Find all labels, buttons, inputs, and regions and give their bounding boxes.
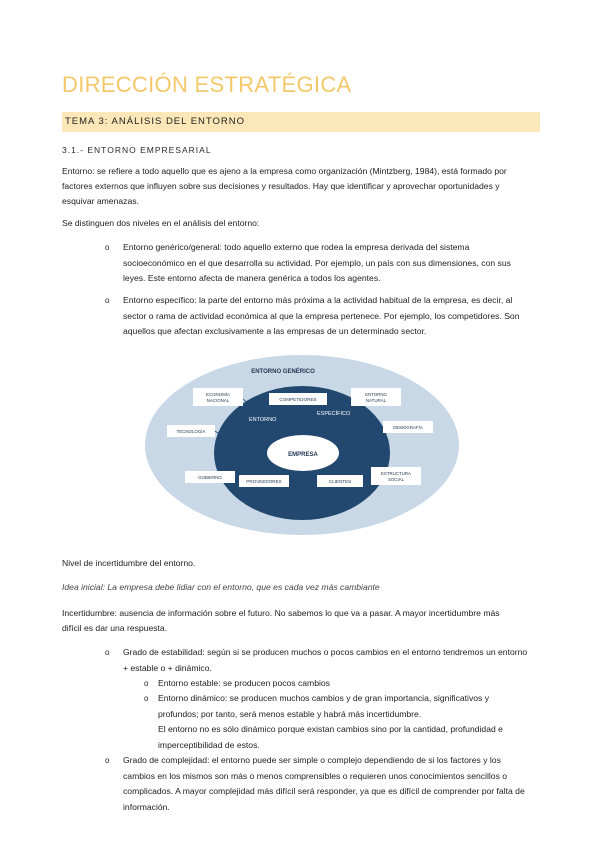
sub-bullet-estable <box>144 676 548 692</box>
sub-bullet-marker: o <box>144 694 149 703</box>
diagram-natural-1: ENTORNO <box>365 392 387 397</box>
bullet-grado-estabilidad <box>105 645 548 676</box>
entorno-definition <box>62 164 540 209</box>
text-line: Entorno específico: la parte del entorno más próxima a la actividad habitual de la empresa, es decir, al <box>123 295 513 305</box>
sub-bullet-marker: o <box>144 679 149 688</box>
diagram-demografia: DEMOGRAFÍA <box>393 425 423 430</box>
text-line: aquellos que afectan exclusivamente a las empresas de un determinado sector. <box>123 326 427 336</box>
entorno-diagram <box>145 355 460 535</box>
box-estructura <box>371 467 421 485</box>
text-line: factores externos que influyen sobre sus decisiones y resultados. Hay que identificar y aprovechar oportunidades y <box>62 181 500 191</box>
bullet-marker: o <box>105 296 110 305</box>
diagram-title: ENTORNO GENÉRICO <box>251 369 315 375</box>
box-entorno-natural <box>351 388 401 406</box>
nivel-heading: Nivel de incertidumbre del entorno. <box>62 558 196 568</box>
diagram-center: EMPRESA <box>288 452 318 458</box>
diagram-especifico-label: ESPECÍFICO <box>317 411 351 417</box>
bullet-entorno-generico <box>105 240 543 287</box>
bullet-marker: o <box>105 756 110 765</box>
text-line: Entorno estable: se producen pocos cambios <box>158 678 330 688</box>
diagram-entorno-label: ENTORNO <box>249 417 277 423</box>
text-line: Entorno: se refiere a todo aquello que es ajeno a la empresa como organización (Mintzberg, 1984), está formado por <box>62 166 507 176</box>
bullet-marker: o <box>105 648 110 657</box>
document-title: DIRECCIÓN ESTRATÉGICA <box>62 72 352 97</box>
diagram-competidores: COMPETIDORES <box>279 397 317 402</box>
diagram-clientes: CLIENTES <box>328 479 352 484</box>
text-line: + estable o + dinámico. <box>123 662 212 673</box>
bullet-entorno-especifico <box>105 293 548 340</box>
section-heading: 3.1.- ENTORNO EMPRESARIAL <box>62 145 212 155</box>
diagram-estructura-2: SOCIAL <box>387 477 405 482</box>
diagram-gobierno: GOBIERNO <box>198 475 222 480</box>
text-line: Incertidumbre: ausencia de información sobre el futuro. No sabemos lo que va a pasar. A mayor incertidumbre más <box>62 608 500 618</box>
text-line: complicados. A mayor complejidad más difícil será responder, ya que es difícil de comprender por falta de <box>123 786 525 796</box>
diagram-proveedores: PROVEEDORES <box>246 479 282 484</box>
niveles-intro: Se distinguen dos niveles en el análisis del entorno: <box>62 218 260 228</box>
text-line: difícil es dar una respuesta. <box>62 623 168 633</box>
idea-inicial: Idea inicial: La empresa debe lidiar con el entorno, que es cada vez más cambiante <box>62 582 380 592</box>
text-line: leyes. Este entorno afecta de manera genérica a todos los agentes. <box>123 273 381 283</box>
topic-heading: TEMA 3: ANÁLISIS DEL ENTORNO <box>65 116 246 127</box>
text-line: sector o rama de actividad económica al que la empresa pertenece. Por ejemplo, los competidores. Son <box>123 310 520 321</box>
text-line: Entorno dinámico: se producen muchos cambios y de gran importancia, significativos y <box>158 693 490 703</box>
incertidumbre-definition <box>62 606 540 636</box>
diagram-economia-1: ECONOMÍA <box>206 392 230 397</box>
diagram-economia-2: NACIONAL <box>206 398 230 403</box>
bullet-grado-complejidad <box>105 753 548 815</box>
diagram-estructura-1: ESTRUCTURA <box>380 471 412 476</box>
sub-bullet-dinamico <box>144 691 548 753</box>
topic-heading-bar <box>62 112 540 132</box>
text-line: El entorno no es sólo dinámico porque existan cambios sino por la cantidad, profundidad e <box>158 724 503 734</box>
box-economia <box>193 388 243 406</box>
diagram-natural-2: NATURAL <box>365 398 387 403</box>
text-line: Grado de complejidad: el entorno puede ser simple o complejo dependiendo de si los factores y los <box>123 755 501 765</box>
text-line: Grado de estabilidad: según si se producen muchos o pocos cambios en el entorno tendremos un entorno <box>123 647 528 657</box>
text-line: profundos; por tanto, será menos estable y habrá más incertidumbre. <box>158 708 422 719</box>
text-line: Entorno genérico/general: todo aquello externo que rodea la empresa derivada del sistema <box>123 242 470 252</box>
bullet-marker: o <box>105 243 110 252</box>
text-line: esquivar amenazas. <box>62 196 139 206</box>
text-line: información. <box>123 801 170 812</box>
text-line: cambios en los mismos son más o menos comprensibles o requieren unos conocimientos sencillos o <box>123 770 508 781</box>
text-line: socioeconómico en el que desarrolla su actividad. Por ejemplo, un país con sus dimensiones, con sus <box>123 257 511 268</box>
diagram-tecnologia: TECNOLOGÍA <box>176 429 206 434</box>
text-line: imperceptibilidad de estos. <box>158 739 260 750</box>
